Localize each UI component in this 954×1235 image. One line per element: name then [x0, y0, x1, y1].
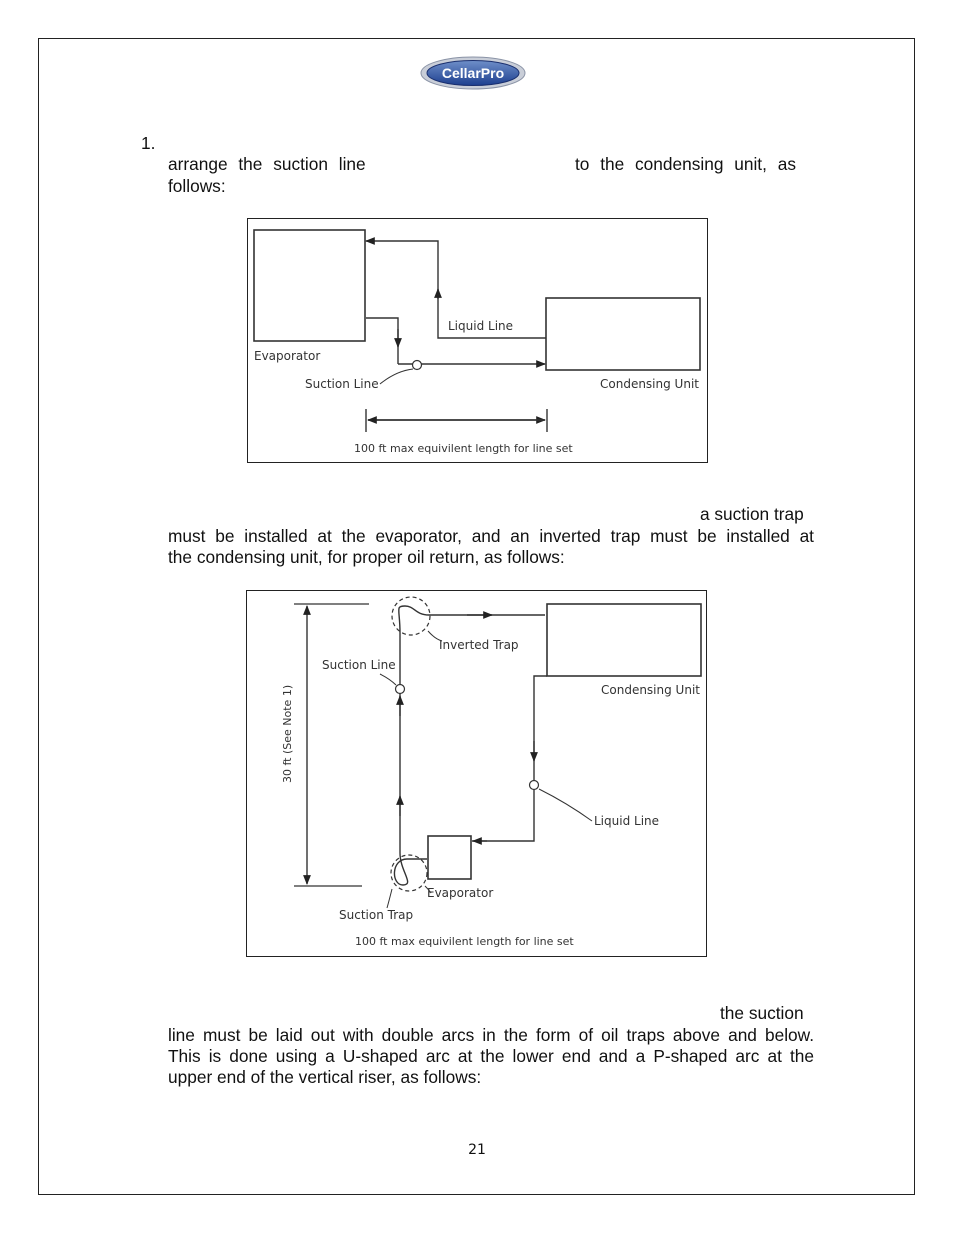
- para3-tail: the suction: [720, 1003, 804, 1023]
- suction-riser-path: [394, 633, 427, 885]
- item1-line1-right: to the condensing unit, as: [575, 154, 796, 174]
- cellarpro-logo: [420, 56, 526, 90]
- inverted-trap-label: Inverted Trap: [439, 638, 519, 652]
- riser-trap-diagram: [246, 590, 707, 957]
- liquid-line-path: [472, 676, 547, 841]
- liquid-line-label: Liquid Line: [594, 814, 660, 828]
- suction-trap-marker: [391, 855, 427, 891]
- evaporator-label: Evaporator: [427, 886, 494, 900]
- para2-line3: the condensing unit, for proper oil return, as follows:: [168, 547, 565, 567]
- evaporator-box: [254, 230, 365, 341]
- condensing-unit-box: [547, 604, 701, 676]
- para2-tail: a suction trap: [700, 504, 804, 524]
- suction-line-label: Suction Line: [305, 377, 379, 391]
- para3-line2: line must be laid out with double arcs in the form of oil traps above and below.: [168, 1025, 814, 1045]
- inverted-trap-marker: [392, 597, 430, 635]
- condensing-unit-label: Condensing Unit: [601, 683, 700, 697]
- condensing-unit-box: [546, 298, 700, 370]
- length-note: 100 ft max equivilent length for line set: [355, 935, 574, 948]
- suction-trap-label: Suction Trap: [339, 908, 414, 922]
- liquid-line-label: Liquid Line: [448, 319, 514, 333]
- page-number: 21: [468, 1142, 486, 1158]
- line-set-diagram: [247, 218, 708, 463]
- item1-line2: follows:: [168, 176, 226, 196]
- length-note: 100 ft max equivilent length for line set: [354, 442, 573, 455]
- logo-text: CellarPro: [441, 65, 505, 81]
- evaporator-label: Evaporator: [254, 349, 321, 363]
- suction-line-label: Suction Line: [322, 658, 396, 672]
- para3-line4: upper end of the vertical riser, as follows:: [168, 1067, 482, 1087]
- item1-line1-left: arrange the suction line: [168, 154, 366, 174]
- para2-line2: must be installed at the evaporator, and an inverted trap must be installed at: [168, 526, 814, 546]
- condensing-unit-label: Condensing Unit: [600, 377, 699, 391]
- height-note: 30 ft (See Note 1): [281, 684, 294, 783]
- evaporator-box: [428, 836, 471, 879]
- para3-line3: This is done using a U-shaped arc at the lower end and a P-shaped arc at the: [168, 1046, 814, 1066]
- list-number: 1.: [141, 133, 156, 153]
- suction-line-path: [366, 318, 398, 364]
